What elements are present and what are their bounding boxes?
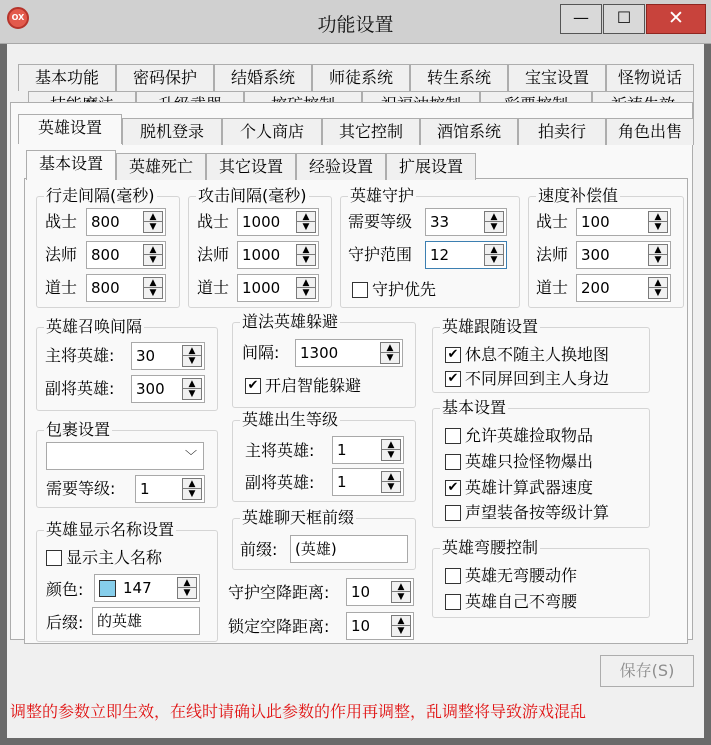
spin-down-icon[interactable]: ▼: [490, 222, 498, 232]
window: OX 功能设置 — ☐ ✕ 基本功能 密码保护 结婚系统 师徒系统 转生系统 宝宝设置 怪物说话 英雄设置 脱机登录 个人商店 其它控制 酒馆系统 拍卖行 角色出售 基本设置 英雄死亡 其它设置 经验设置 扩展设置 行走间隔(毫秒) 战士 800 ▲ ▼ 法师 800 ▲ ▼ 道士 800 ▲ ▼ 攻击间隔(毫秒) 战士 1000 ▲ ▼ 法师 1000 ▲ ▼ 道士 1000 ▲ ▼ 英雄守护 需要等级 33 ▲ ▼ 守护范围 12 ▲ ▼ 守护优先 速度补偿值 战士 100 ▲ ▼ 法师 300 ▲ ▼ 道士 200 ▲ ▼ 英雄召唤间隔 主将英雄: 30 ▲ ▼ 副将英雄: 300 ▲ ▼ 道法英雄躲避 间隔: 1300 ▲ ▼ ✔ 开启智能躲避 英雄跟随设置 ✔ 休息不随主人换地图 ✔ 不同屏回到主人身边 包裹设置 ﹀ 需要等级: 1 ▲ ▼ 英雄出生等级 主将英雄: 1 ▲ ▼ 副将英雄: 1 ▲ ▼ 基本设置 允许英雄捡取物品 英雄只捡怪物爆出 ✔ 英雄计算武器速度 声望装备按等级计算 英雄显示名称设置 显示主人名称 颜色: 147 ▲ ▼ 后缀: 的英雄 英雄聊天框前缀 前缀: (英雄) 守护空降距离: 10 ▲ ▼ 锁定空降距离: 10 ▲ ▼ 英雄弯腰控制 英雄无弯腰动作 英雄自己不弯腰 保存(S) 调整的参数立即生效，在线时请确认此参数的作用再调整，乱调整将导致游戏混乱: [0, 0, 711, 745]
spin-down-icon[interactable]: ▼: [188, 489, 196, 499]
walk-mage-spinner[interactable]: 800 ▲ ▼: [86, 241, 166, 269]
tab-other-control[interactable]: 其它控制: [322, 118, 420, 145]
tab-basic-functions[interactable]: 基本功能: [18, 64, 116, 91]
group-title: 英雄聊天框前缀: [242, 508, 355, 527]
tab-offline-login[interactable]: 脱机登录: [122, 118, 222, 145]
spin-down-icon[interactable]: ▼: [654, 288, 662, 298]
spin-down-icon[interactable]: ▼: [302, 222, 310, 232]
tab-auction[interactable]: 拍卖行: [518, 118, 606, 145]
prefix-input[interactable]: (英雄): [290, 535, 408, 563]
speed-warrior-spinner[interactable]: 100 ▲ ▼: [576, 208, 671, 236]
spin-up-icon[interactable]: ▲: [392, 582, 410, 592]
tab-pet[interactable]: 宝宝设置: [508, 64, 606, 91]
subtab-experience[interactable]: 经验设置: [296, 153, 386, 180]
group-title: 英雄守护: [350, 186, 415, 205]
warrior-label: 战士: [45, 212, 78, 231]
mage-label: 法师: [45, 245, 78, 264]
spin-up-icon[interactable]: ▲: [297, 212, 315, 222]
spin-down-icon[interactable]: ▼: [397, 626, 405, 636]
color-swatch: [99, 580, 116, 597]
taoist-label: 道士: [536, 278, 569, 297]
spin-up-icon[interactable]: ▲: [183, 346, 201, 356]
spin-down-icon[interactable]: ▼: [654, 255, 662, 265]
spin-up-icon[interactable]: ▲: [183, 379, 201, 389]
checkbox-unchecked-icon[interactable]: [46, 550, 62, 566]
guard-range-spinner[interactable]: 12 ▲ ▼: [425, 241, 507, 269]
speed-taoist-spinner[interactable]: 200 ▲ ▼: [576, 274, 671, 302]
close-button[interactable]: [646, 4, 706, 34]
title-bar: [0, 0, 711, 44]
app-icon: OX: [7, 7, 29, 29]
tab-tavern[interactable]: 酒馆系统: [420, 118, 518, 145]
checkbox-unchecked-icon[interactable]: [352, 282, 368, 298]
package-combo[interactable]: [46, 442, 204, 470]
spin-down-icon[interactable]: ▼: [387, 450, 395, 460]
group-title: 攻击间隔(毫秒): [198, 186, 307, 205]
lock-distance-label: 锁定空降距离:: [228, 617, 330, 636]
spin-down-icon[interactable]: ▼: [397, 592, 405, 602]
guard-distance-spinner[interactable]: 10 ▲ ▼: [346, 578, 414, 606]
spin-down-icon[interactable]: ▼: [302, 255, 310, 265]
spin-up-icon[interactable]: ▲: [649, 278, 667, 288]
tab-hero-settings[interactable]: 英雄设置: [18, 114, 122, 144]
group-title: 道法英雄躲避: [242, 312, 339, 331]
walk-warrior-spinner[interactable]: 800 ▲ ▼: [86, 208, 166, 236]
attack-warrior-spinner[interactable]: 1000 ▲ ▼: [237, 208, 319, 236]
walk-taoist-spinner[interactable]: 800 ▲ ▼: [86, 274, 166, 302]
lock-distance-spinner[interactable]: 10 ▲ ▼: [346, 612, 414, 640]
summon-sub-spinner[interactable]: 300 ▲ ▼: [131, 375, 205, 403]
group-title: 行走间隔(毫秒): [46, 186, 155, 205]
birth-main-spinner[interactable]: 1 ▲ ▼: [332, 436, 404, 464]
spin-up-icon[interactable]: ▲: [144, 278, 162, 288]
spin-down-icon[interactable]: ▼: [149, 288, 157, 298]
maximize-button[interactable]: [603, 4, 645, 34]
color-label: 颜色:: [46, 580, 84, 599]
sub-hero-label: 副将英雄:: [45, 379, 115, 398]
subtab-basic[interactable]: 基本设置: [26, 150, 116, 180]
group-title: 英雄跟随设置: [442, 317, 539, 336]
spin-up-icon[interactable]: ▲: [381, 343, 399, 353]
spin-down-icon[interactable]: ▼: [149, 255, 157, 265]
group-title: 基本设置: [442, 398, 507, 417]
guard-level-label: 需要等级: [348, 212, 413, 231]
summon-main-spinner[interactable]: 30 ▲ ▼: [131, 342, 205, 370]
subtab-other[interactable]: 其它设置: [206, 153, 296, 180]
spin-up-icon[interactable]: ▲: [485, 212, 503, 222]
minimize-icon: —: [573, 8, 589, 27]
spin-down-icon[interactable]: ▼: [188, 389, 196, 399]
spin-up-icon[interactable]: ▲: [178, 578, 196, 588]
group-title: 英雄出生等级: [242, 410, 339, 429]
suffix-label: 后缀:: [46, 613, 84, 632]
tab-marriage[interactable]: 结婚系统: [214, 64, 312, 91]
subtab-extended[interactable]: 扩展设置: [386, 153, 476, 180]
spin-up-icon[interactable]: ▲: [297, 278, 315, 288]
guard-distance-label: 守护空降距离:: [228, 583, 330, 602]
spin-up-icon[interactable]: ▲: [649, 245, 667, 255]
tab-rebirth[interactable]: 转生系统: [410, 64, 508, 91]
checkbox-unchecked-icon[interactable]: [445, 568, 461, 584]
warrior-label: 战士: [197, 212, 230, 231]
checkbox-unchecked-icon[interactable]: [445, 454, 461, 470]
dodge-interval-spinner[interactable]: 1300 ▲ ▼: [295, 339, 403, 367]
spin-up-icon[interactable]: ▲: [144, 212, 162, 222]
save-button[interactable]: 保存(S): [600, 655, 694, 687]
chevron-down-icon[interactable]: ﹀: [184, 449, 197, 463]
checkmark-icon[interactable]: ✔: [245, 378, 261, 394]
maximize-icon: ☐: [616, 8, 632, 27]
mage-label: 法师: [536, 245, 569, 264]
spin-up-icon[interactable]: ▲: [485, 245, 503, 255]
taoist-label: 道士: [197, 278, 230, 297]
group-title: 包裹设置: [46, 420, 111, 439]
birth-sub-spinner[interactable]: 1 ▲ ▼: [332, 468, 404, 496]
checkbox-unchecked-icon[interactable]: [445, 505, 461, 521]
spin-down-icon[interactable]: ▼: [490, 255, 498, 265]
window-title: 功能设置: [317, 14, 394, 36]
group-title: 英雄弯腰控制: [442, 538, 539, 557]
checkmark-icon[interactable]: ✔: [445, 480, 461, 496]
checkbox-unchecked-icon[interactable]: [445, 428, 461, 444]
warrior-label: 战士: [536, 212, 569, 231]
mage-label: 法师: [197, 245, 230, 264]
spin-down-icon[interactable]: ▼: [302, 288, 310, 298]
package-level-spinner[interactable]: 1 ▲ ▼: [135, 475, 205, 503]
speed-mage-spinner[interactable]: 300 ▲ ▼: [576, 241, 671, 269]
subtab-hero-death[interactable]: 英雄死亡: [116, 153, 206, 180]
dodge-interval-label: 间隔:: [242, 343, 280, 362]
tab-mentor[interactable]: 师徒系统: [312, 64, 410, 91]
warning-text: 调整的参数立即生效，在线时请确认此参数的作用再调整，乱调整将导致游戏混乱: [10, 702, 587, 721]
tab-personal-shop[interactable]: 个人商店: [222, 118, 322, 145]
spin-up-icon[interactable]: ▲: [183, 479, 201, 489]
minimize-button[interactable]: [560, 4, 602, 34]
package-level-label: 需要等级:: [46, 479, 116, 498]
sub-hero-label: 副将英雄:: [245, 473, 315, 492]
close-icon: ✕: [668, 7, 684, 29]
attack-taoist-spinner[interactable]: 1000 ▲ ▼: [237, 274, 319, 302]
suffix-input[interactable]: 的英雄: [92, 607, 200, 635]
spin-down-icon[interactable]: ▼: [149, 222, 157, 232]
spin-up-icon[interactable]: ▲: [649, 212, 667, 222]
checkmark-icon[interactable]: ✔: [445, 347, 461, 363]
tab-monster-talk[interactable]: 怪物说话: [606, 64, 694, 91]
prefix-label: 前缀:: [240, 540, 278, 559]
main-hero-label: 主将英雄:: [245, 441, 315, 460]
spin-up-icon[interactable]: ▲: [297, 245, 315, 255]
spin-down-icon[interactable]: ▼: [386, 353, 394, 363]
checkmark-icon[interactable]: ✔: [445, 371, 461, 387]
spin-up-icon[interactable]: ▲: [382, 472, 400, 482]
group-title: 英雄显示名称设置: [46, 520, 175, 539]
checkbox-unchecked-icon[interactable]: [445, 594, 461, 610]
group-title: 英雄召唤间隔: [46, 317, 143, 336]
main-hero-label: 主将英雄:: [45, 346, 115, 365]
attack-mage-spinner[interactable]: 1000 ▲ ▼: [237, 241, 319, 269]
spin-up-icon[interactable]: ▲: [144, 245, 162, 255]
color-spinner[interactable]: 147 ▲ ▼: [94, 574, 200, 602]
spin-down-icon[interactable]: ▼: [183, 588, 191, 598]
tab-role-sale[interactable]: 角色出售: [606, 118, 694, 145]
tab-password[interactable]: 密码保护: [116, 64, 214, 91]
spin-down-icon[interactable]: ▼: [188, 356, 196, 366]
spin-down-icon[interactable]: ▼: [654, 222, 662, 232]
spin-up-icon[interactable]: ▲: [392, 616, 410, 626]
guard-range-label: 守护范围: [348, 245, 413, 264]
guard-level-spinner[interactable]: 33 ▲ ▼: [425, 208, 507, 236]
spin-down-icon[interactable]: ▼: [387, 482, 395, 492]
taoist-label: 道士: [45, 278, 78, 297]
spin-up-icon[interactable]: ▲: [382, 440, 400, 450]
group-title: 速度补偿值: [538, 186, 619, 205]
